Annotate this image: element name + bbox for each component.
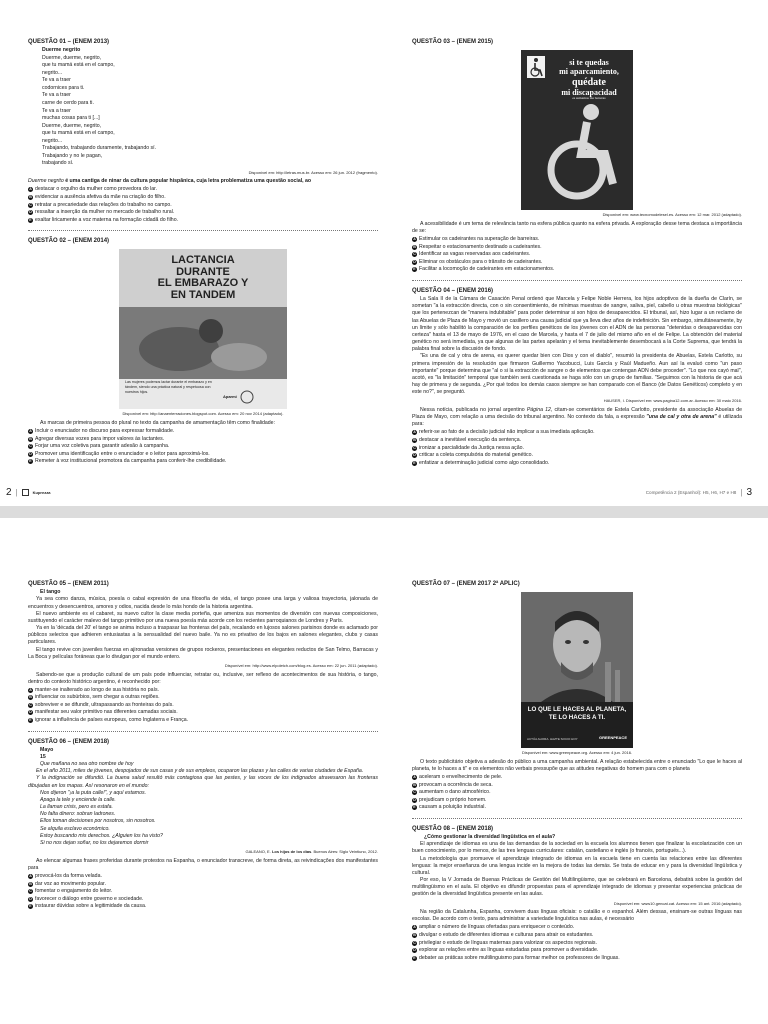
poem-line: Te va a traer xyxy=(42,92,71,99)
question-stem: A acessibilidade é um tema de relevância tanto na esfera pública quanto na esfera privada. A exploração desse tema destaca a importância de se: xyxy=(412,220,742,234)
text-title: Mayo xyxy=(40,746,54,753)
parking-poster xyxy=(521,50,633,210)
option-c[interactable]: C fomentar o engajamento do leitor. xyxy=(29,888,113,895)
option-a[interactable]: A provocá-los da forma velada. xyxy=(29,873,102,880)
footer-right xyxy=(646,487,752,498)
question-stem: Duerme negrito é uma cantiga de ninar da cultura popular hispânica, cuja letra problematiza uma questão social, ao xyxy=(28,178,312,185)
option-b[interactable]: B Respeitar o estacionamento destinado a cadeirantes. xyxy=(413,243,542,250)
poem-line: Duerme, duerme, negrito, xyxy=(42,54,102,61)
page-spread-2 xyxy=(0,518,768,1024)
poem-line: trabajando sí. xyxy=(42,160,74,167)
right-column xyxy=(412,38,742,467)
option-d[interactable]: D explorar as relações entre as línguas estudadas para promover a diversidade. xyxy=(413,947,599,954)
text-line: Ellos toman decisiones por nosotros, sin nosotros. xyxy=(40,818,156,825)
article-paragraph: "Es una de cal y otra de arena, es querer quedar bien con Dios y con el diablo", resumió la presidenta de Abuelas, Estela Carlotto, su primera impresión de la resolución que firmaron Guillermo Yacobucci, Luis García y Raúl Madueño. Aun así la evaluó como "un paso importante" porque determina que "al o si la extracción de sangre o de elementos que contengan ADN debe proceder". "Lo que nos cayó mal", acotó, es "la limitación" temporal que también será cuestionada se haga sólo con un grupo de familias. "Seguimos con la historia de que acá hay de primera y de segunda. ¿Por qué todos los demás casos siempre se han comparado con el Banco (de Datos Genéticos) completo y en este no?", se preguntó. xyxy=(412,353,742,396)
article-paragraph: El aprendizaje de idiomas es una de las demandas de la sociedad en la escuela los alumnos tienen que finalizar la escolarización con un buen conocimiento, por lo menos, de las tres lenguas curriculares: catalán, castellano e inglés (o francés, portugués...). xyxy=(412,841,742,855)
option-e[interactable]: E enfatizar a determinação judicial como algo consolidado. xyxy=(413,459,550,466)
article-paragraph: La Sala II de la Cámara de Casación Penal ordenó que Marcela y Felipe Noble Herrera, los hijos adoptivos de la dueña de Clarín, se sometan "a la extracción directa, con o sin consentimiento, de mínimas muestras de sangre, saliva, piel, cabello u otras muestras biológicas" que los pertenezcan de "manera indubitable" para poder determinar si son hijos de desaparecidos. El tribunal, así, hizo lugar a un reclamo de las Abuelas de Plaza de Mayo y movió un casillero una causa judicial que ya lleva diez años de indefinición. Sin embargo, simultáneamente, by un límite y sólo habilitó la comparación de los perfiles genéticos de los jóvenes con el ADN de las personas "detenidas o desaparecidas con certeza" hasta el 13 de mayo de 1976, en el caso de Marcela, y hasta el 7 de julio del mismo año en el de Felipe. La obtención del material genético no será inmediata, ya que algunas de las partes apelarán y el tema inevitablemente desembocará a la Corte Suprema, que tendrá la palabra final sobre la discusión de fondo. xyxy=(412,296,742,353)
option-a[interactable]: A referir-se ao fato de a decisão judicial não implicar a sua imediata aplicação. xyxy=(413,429,595,436)
source-citation: Disponível em: www.tecnomodelesel.es. Acesso em: 12 mar. 2012 (adaptado). xyxy=(602,212,742,218)
source-citation: Disponível em: http://anaenterraciones.blogspot.com. Acesso em: 20 nov 2014 (adaptado). xyxy=(122,411,284,417)
question-01-head: QUESTÃO 01 – (ENEM 2013) xyxy=(28,39,110,45)
text-line: Nos dijeron "¡a la puta calle!", y aquí estamos. xyxy=(40,789,147,796)
source-citation: HAUSER, I. Disponível em: www.pagina12.com.ar. Acesso em: 30 maio 2016. xyxy=(603,398,742,404)
option-e[interactable]: E exaltar liricamente a voz materna na formação cidadã do filho. xyxy=(29,216,179,223)
divider xyxy=(412,818,742,819)
poem-line: codornices para ti. xyxy=(42,84,85,91)
divider xyxy=(412,280,742,281)
question-08-head: QUESTÃO 08 – (ENEM 2018) xyxy=(412,825,494,832)
option-c[interactable]: C sobreviver e se difundir, ultrapassando as fronteiras do país. xyxy=(29,701,174,708)
option-a[interactable]: A aceleram o envelhecimento de pele. xyxy=(413,774,503,781)
question-stem: Sabendo-se que a produção cultural de um país pode influenciar, retratar ou, inclusive, ser reflexo de acontecimentos de sua história, o tango, dentro do contexto histórico argentino, é reconhecido por: xyxy=(28,671,378,685)
option-c[interactable]: C retratar a precariedade das relações do trabalho no campo. xyxy=(29,201,172,208)
page-spread-1 xyxy=(0,0,768,506)
footer-divider: | xyxy=(15,488,18,497)
poem-title: Duerme negrito xyxy=(42,47,81,54)
option-c[interactable]: C Forjar uma voz coletiva para garantir adesão à campanha. xyxy=(29,443,170,450)
text-line: Estoy buscando mis derechos. ¿Alguien los ha visto? xyxy=(40,832,163,839)
question-stem: Na região da Catalunha, Espanha, convivem duas línguas oficiais: o catalão e o espanhol. Além dessas, ensinam-se outras línguas nas escolas. De acordo com o texto, para administrar a variedade linguística nas aulas, é necessário xyxy=(412,909,742,923)
option-e[interactable]: E ignorar a influência de países europeus, como Inglaterra e França. xyxy=(29,716,189,723)
poem-line: Trabajando y no le pagan, xyxy=(42,152,103,159)
divider xyxy=(28,731,378,732)
text-line: Se alquila esclavo económico. xyxy=(40,825,110,832)
poster-brand: GREENPEACE xyxy=(598,735,627,741)
text-line: Si no nos dejan soñar, no los dejaremos dormir xyxy=(40,840,149,846)
poem-line: que tu mamá está en el campo, xyxy=(42,62,115,69)
poem-line: muchas cosas para ti [...] xyxy=(42,115,100,122)
poem-line: Te va a traer xyxy=(42,107,71,114)
option-c[interactable]: C privilegiar o estudo de línguas maternas para valorizar os aspectos regionais. xyxy=(413,939,597,946)
lactancia-poster xyxy=(119,249,287,409)
text-line: Que mañana no sea otro nombre de hoy xyxy=(40,761,134,768)
poem-line: Te va a traer xyxy=(42,77,71,84)
option-b[interactable]: B Agregar diversas vozes para impor valores às lactantes. xyxy=(29,435,165,442)
question-02-head: QUESTÃO 02 – (ENEM 2014) xyxy=(28,238,110,245)
left-column xyxy=(28,38,378,466)
option-b[interactable]: B influenciar os subúrbios, sem chegar a outras regiões. xyxy=(29,694,160,701)
poster-text: si te quedas mi aparcamiento, quédate mi discapacidad es sumamos ma barreras xyxy=(559,58,619,101)
poem xyxy=(28,47,378,168)
option-b[interactable]: B evidenciar a ausência afetiva da mãe na criação do filho. xyxy=(29,193,166,200)
brand-name: Kuprezza xyxy=(32,490,51,495)
option-a[interactable]: A ampliar o número de línguas ofertadas para enriquecer o conteúdo. xyxy=(413,924,575,931)
source-citation: GALEANO, E. Los hijos de los días. Buenos Aires: Siglo Veintiuno, 2012. xyxy=(245,849,378,855)
poster-caption: Las mujeres podemos lactar durante el embarazo y en tándem, siendo una práctica natural y respetuosa con nuestros hijos. xyxy=(125,380,212,394)
option-d[interactable]: D prejudicam o próprio homem. xyxy=(413,796,487,803)
option-e[interactable]: E causam a poluição industrial. xyxy=(413,804,486,811)
article-paragraph: El nuevo ambiente es el cabaret, su nuevo cultor la clase media porteña, que ameniza sus momentos de diversión con nuevas composiciones, sustituyendo el carácter malevo del tango primitivo por una nueva poesía más acorde con los recientes parroquianos de Londres y París. xyxy=(28,610,378,624)
option-c[interactable]: C Identificar as vagas reservadas aos cadeirantes. xyxy=(413,251,531,258)
article-paragraph: Ya en la 'década del 20' el tango se anima incluso a traspasar las fronteras del país, recalando en lujosos salones parisinos donde es aclamado por públicos selectos que adhieren entusiastas a la sensualidad del nuevo baile. Ya no es privativo de los bajos en salones elegantes, clubs y casas particulares. xyxy=(28,625,378,646)
option-d[interactable]: D Promover uma identificação entre o enunciador e o leitor para aproximá-los. xyxy=(29,450,210,457)
poster-call-to-action: ACTÚA AHORA. HAZTE SOCIO HOY xyxy=(527,737,578,742)
option-d[interactable]: D favorecer o diálogo entre governo e sociedade. xyxy=(29,895,144,902)
option-a[interactable]: A Estimular os cadeirantes na superação de barreiras. xyxy=(413,236,540,243)
option-c[interactable]: C ironizar a parcialidade da Justiça nessa ação. xyxy=(413,444,524,451)
footer-left xyxy=(6,487,50,498)
option-b[interactable]: B divulgar o estudo de diferentes idiomas e culturas para atrair os estudantes. xyxy=(413,931,594,938)
option-e[interactable]: E Remeter à voz institucional promotora da campanha para conferir-lhe credibilidade. xyxy=(29,458,227,465)
question-stem: Nessa notícia, publicada no jornal argentino Página 12, citam-se comentários de Estela Carlotto, presidente da associação Abuelas de Plaza de Mayo, com relação a uma decisão do tribunal argentino. No contexto da fala, a expressão "una de cal y otra de arena" é utilizada para: xyxy=(412,406,742,428)
poster-slogan: LO QUE LE HACES AL PLANETA, TE LO HACES A TI. xyxy=(527,706,627,721)
option-d[interactable]: D criticar a coleta compulsória do material genético. xyxy=(413,452,533,459)
poem-line: carne de cerdo para ti. xyxy=(42,99,94,106)
question-stem: As marcas de primeira pessoa do plural no texto da campanha de amamentação têm como finalidade: xyxy=(40,419,276,426)
source-citation: Disponível em: www.greenpeace.org. Acesso em: 4 jun. 2016. xyxy=(521,750,633,756)
option-b[interactable]: B dar voz ao movimento popular. xyxy=(29,880,106,887)
option-d[interactable]: D manifestar seu valor primitivo nas diferentes camadas sociais. xyxy=(29,709,178,716)
option-e[interactable]: E instaurar dúvidas sobre a legitimidade da causa. xyxy=(29,903,147,910)
option-a[interactable]: A manter-se inalterado ao longo de sua história no país. xyxy=(29,686,160,693)
question-03-head: QUESTÃO 03 – (ENEM 2015) xyxy=(412,39,494,45)
text-line: En el año 2011, miles de jóvenes, despojados de sus casas y de sus empleos, ocuparon las plazas y las calles de varias ciudades de España. xyxy=(36,768,364,775)
option-a[interactable]: A Incluir o enunciador no discurso para expressar formalidade. xyxy=(29,428,175,435)
option-e[interactable]: E debater as práticas sobre multilinguismo para formar melhor os professores de línguas. xyxy=(413,954,620,961)
option-d[interactable]: D Eliminar os obstáculos para o trânsito de cadeirantes. xyxy=(413,258,543,265)
question-07-head: QUESTÃO 07 – (ENEM 2017 2ª APLIC) xyxy=(412,581,520,587)
text-line: No falta dinero: sobran ladrones. xyxy=(40,811,116,818)
right-column xyxy=(412,580,742,962)
article-paragraph: Por eso, la V Jornada de Buenas Prácticas de Gestión del Multilingüismo, que se celebrará en Barcelona, debatirá sobre la gestión del multilingüismo en el aula. El objetivo es difundir propuestas para el aprendizaje integrado de idiomas y presentar experiencias prácticas de gestión de la diversidad lingüística presente en las aulas. xyxy=(412,877,742,898)
option-c[interactable]: C aumentam o dano atmosférico. xyxy=(413,789,491,796)
page-number: 2 xyxy=(6,487,12,498)
footer-divider: | xyxy=(740,488,743,497)
poem-line: Duerme, duerme, negrito, xyxy=(42,122,102,129)
option-b[interactable]: B provocam a ocorrência de seca. xyxy=(413,781,493,788)
poster-portrait-art xyxy=(521,592,633,748)
poster-title: LACTANCIA DURANTE EL EMBARAZO Y EN TANDEM xyxy=(157,254,249,302)
brand-logo-icon xyxy=(22,489,29,496)
option-d[interactable]: D ressaltar a inserção da mulher no mercado de trabalho rural. xyxy=(29,209,175,216)
option-e[interactable]: E Facilitar a locomoção de cadeirantes em estacionamentos. xyxy=(413,266,555,273)
article-paragraph: La metodología que promueve el aprendizaje integrado de idiomas en la escuela tiene en cuenta las relaciones entre las diferentes lenguas: la mejor enseñanza de una lengua incide en la mejora de todas las demás. Se trata de educar en y para la diversidad lingüística y cultural. xyxy=(412,855,742,876)
divider xyxy=(28,230,378,231)
article-paragraph: Ya sea como danza, música, poesía o cabal expresión de una filosofía de vida, el tango posee una larga y valiosa trayectoria, jalonada de encuentros y desencuentros, amores y odios, nacida desde lo más hondo de la historia argentina. xyxy=(28,596,378,610)
poem-line: negrito... xyxy=(42,69,63,76)
article-title: ¿Cómo gestionar la diversidad lingüística en el aula? xyxy=(424,834,556,841)
question-stem: O texto publicitário objetiva a adesão do público a uma campanha ambiental. A relação estabelecida entre o enunciado "Lo que le haces al planeta, te lo haces a ti" e os elementos não verbais pressupõe que as atitudes negativas do homem para com o planeta xyxy=(412,758,742,772)
question-06-head: QUESTÃO 06 – (ENEM 2018) xyxy=(28,738,110,745)
text-line: Apaga la tele y enciende la calle. xyxy=(40,796,116,803)
text-number: 15 xyxy=(40,753,46,760)
poem-line: negrito... xyxy=(42,137,63,144)
competency-label: Competência 2 (Espanhol): H5, H6, H7 e H8 xyxy=(645,490,737,495)
article-paragraph: El tango revive con juveniles fuerzas en ajironadas versiones de grupos rockeros, presentaciones en elegantes reductos de San Telmo, Barracas y La Boca y películas foráneas que lo divulgan por el mundo entero. xyxy=(28,646,378,660)
poem-line: Trabajando, trabajando duramente, trabajando sí. xyxy=(42,145,157,152)
option-b[interactable]: B destacar a inevitável execução da sentença. xyxy=(413,437,522,444)
option-a[interactable]: A destacar o orgulho da mulher como provedora do lar. xyxy=(29,186,157,193)
text-line: Y la indignación se difundió. La buena salud resultó más contagiosa que las pestes, y las voces de los indignados atravesaron las fronteras dibujadas en los mapas. Así resonaron en el mundo: xyxy=(28,775,378,789)
source-citation: Disponível em: http://letras.mus.br. Acesso em: 26 jun. 2012 (fragmento). xyxy=(248,169,378,175)
question-05-head: QUESTÃO 05 – (ENEM 2011) xyxy=(28,581,109,587)
page-number: 3 xyxy=(746,487,752,498)
left-column xyxy=(28,580,378,911)
article-title: El tango xyxy=(40,589,61,596)
question-04-head: QUESTÃO 04 – (ENEM 2016) xyxy=(412,287,494,294)
source-citation: Disponível em: www10.gencat.cat. Acesso em: 15 ant. 2016 (adaptado). xyxy=(613,900,742,906)
poster-brand: Aparmi xyxy=(223,394,237,400)
question-stem: Ao elencar algumas frases proferidas durante protestos na Espanha, o enunciador transcreve, de forma direta, as reivindicações dos manifestantes para xyxy=(28,857,378,871)
text-line: La llaman crisis, pero es estafa. xyxy=(40,804,113,811)
poem-line: que tu mamá está en el campo, xyxy=(42,130,115,137)
source-citation: Disponível em: http://www.elpoletch.com/blog.es. Acesso em: 22 jun. 2011 (adaptado). xyxy=(224,662,378,668)
greenpeace-poster xyxy=(521,592,633,748)
